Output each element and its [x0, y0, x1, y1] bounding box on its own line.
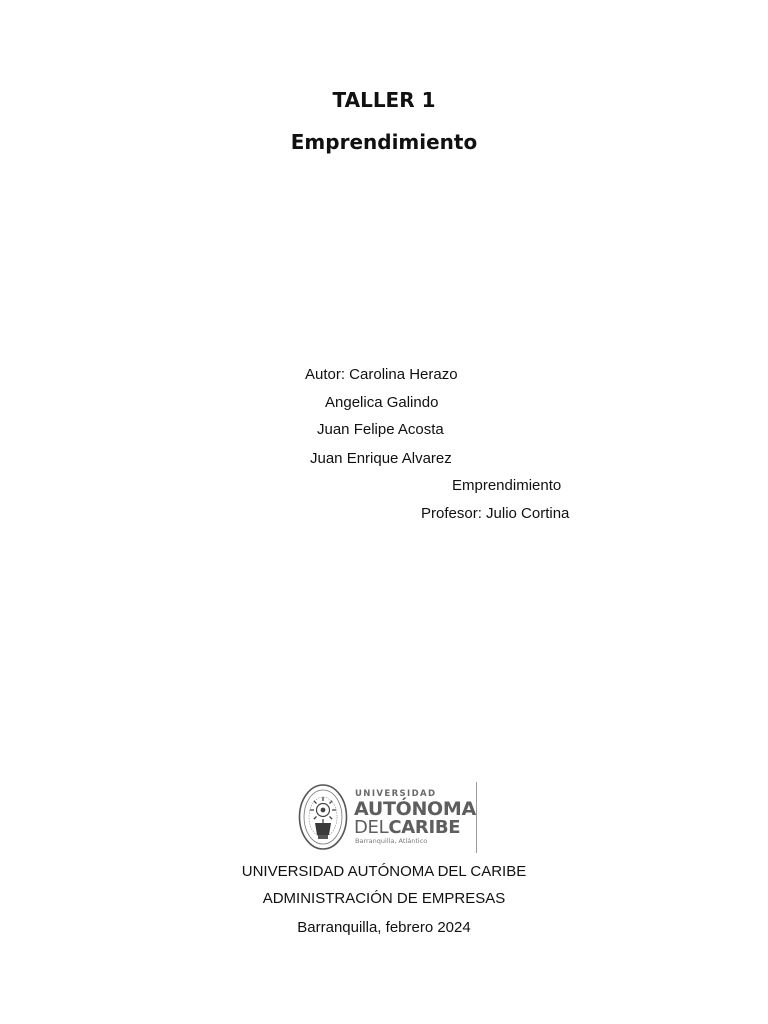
author-line-1: Autor: Carolina Herazo [305, 366, 458, 383]
university-seal-icon [298, 783, 348, 851]
program-name: ADMINISTRACIÓN DE EMPRESAS [262, 890, 506, 907]
logo-divider [476, 782, 477, 853]
institution-name: UNIVERSIDAD AUTÓNOMA DEL CARIBE [241, 863, 527, 880]
document-title: TALLER 1 [332, 88, 436, 112]
place-and-date: Barranquilla, febrero 2024 [297, 919, 471, 936]
logo-text-del: DEL [354, 817, 389, 838]
author-line-4: Juan Enrique Alvarez [310, 450, 452, 467]
professor-name: Profesor: Julio Cortina [421, 505, 570, 522]
logo-text-universidad: UNIVERSIDAD [355, 789, 437, 799]
course-subject: Emprendimiento [452, 477, 562, 494]
logo-text-del-caribe [354, 817, 460, 838]
author-line-3: Juan Felipe Acosta [317, 421, 444, 438]
university-logo [298, 780, 482, 854]
logo-text-caribe: CARIBE [388, 817, 461, 838]
author-line-2: Angelica Galindo [325, 394, 439, 411]
logo-text-location: Barranquilla, Atlántico [355, 837, 428, 845]
logo-text-autonoma: AUTÓNOMA [354, 798, 476, 820]
document-subtitle: Emprendimiento [290, 130, 478, 154]
